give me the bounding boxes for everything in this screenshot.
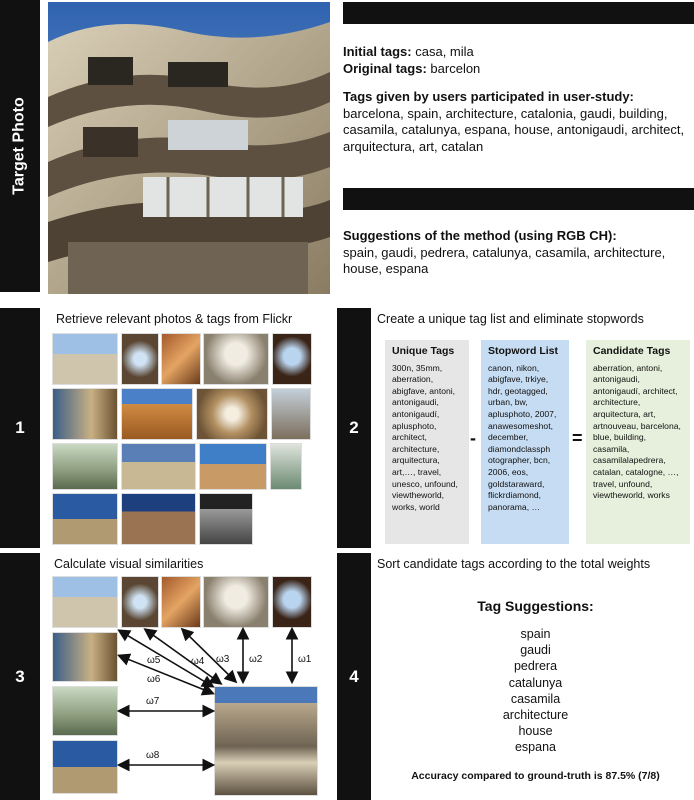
weight-label-6: ω6 [147, 674, 161, 685]
step-1-number: 1 [15, 418, 25, 437]
similarity-arrows [0, 553, 337, 800]
suggestion-item: espana [514, 740, 556, 755]
weight-label-5: ω5 [147, 655, 161, 666]
method-info-block [343, 228, 689, 278]
candidate-tags-column [586, 340, 690, 544]
flickr-photo [199, 443, 267, 490]
target-photo-sidebar [0, 0, 40, 292]
weight-label-2: ω2 [249, 654, 263, 665]
user-study-tags: barcelona, spain, architecture, catalonia, gaudi, building, casamila, catalunya, espana, house, antonigaudi, architect, arquitectura, art, catalan [343, 105, 685, 154]
weight-label-3: ω3 [216, 654, 230, 665]
weight-label-4: ω4 [191, 656, 205, 667]
flickr-photo [121, 443, 196, 490]
initial-tags-line: Initial tags: casa, mila [343, 44, 474, 59]
step-2-title: Create a unique tag list and eliminate stopwords [377, 312, 644, 326]
flickr-photo [196, 388, 268, 440]
weight-label-7: ω7 [146, 696, 160, 707]
original-tags-line: Original tags: barcelon [343, 60, 481, 76]
method-tags: spain, gaudi, pedrera, catalunya, casamila, architecture, house, espana [343, 244, 666, 276]
flickr-photo [270, 443, 302, 490]
stopword-list-title: Stopword List [488, 345, 558, 357]
step-2-sidebar [337, 308, 371, 548]
step-3-number: 3 [15, 666, 25, 686]
target-info-block [343, 44, 689, 155]
suggestion-item: casamila [510, 691, 561, 706]
suggestion-item: architecture [502, 708, 569, 723]
accuracy-note: Accuracy compared to ground-truth is 87.5% (7/8) [411, 770, 660, 782]
weight-label-1: ω1 [298, 654, 312, 665]
initial-tags: casa, mila [415, 44, 474, 59]
suggestion-item: house [518, 724, 553, 739]
user-study-title: Tags given by users participated in user-study: [343, 89, 634, 104]
flickr-photo [52, 443, 118, 490]
unique-tags-title: Unique Tags [392, 345, 455, 357]
method-title: Suggestions of the method (using RGB CH): [343, 228, 617, 243]
unique-tags-column [385, 340, 469, 544]
candidate-tags-title: Candidate Tags [593, 345, 671, 357]
target-photo [48, 2, 330, 294]
flickr-photo [203, 333, 269, 385]
step-1-sidebar [0, 308, 40, 548]
equals-sign: = [572, 428, 583, 448]
tag-suggestions-title: Tag Suggestions: [477, 598, 594, 614]
step-4-title: Sort candidate tags according to the total weights [377, 557, 651, 571]
flickr-photo [52, 333, 118, 385]
flickr-photo [161, 333, 201, 385]
minus-sign: - [470, 428, 476, 448]
suggestion-item: gaudi [520, 643, 551, 658]
header-bar-1 [343, 2, 694, 24]
header-bar-2 [343, 188, 694, 210]
flickr-photo [52, 493, 118, 545]
flickr-photo [199, 493, 253, 545]
target-photo-label: Target Photo [11, 97, 29, 195]
flickr-photo [121, 388, 193, 440]
stopword-list-column [481, 340, 569, 544]
flickr-photo [272, 333, 312, 385]
suggestion-item: pedrera [513, 659, 558, 674]
flickr-photo [121, 493, 196, 545]
weight-label-8: ω8 [146, 750, 160, 761]
flickr-photo [52, 388, 118, 440]
stopword-list-text: canon, nikon, abigfave, trkiye, hdr, geotagged, urban, bw, aplusphoto, 2007, anawesomeshot, december, diamondclassph otographer, bcn, 2006, eos, goldstaraward, flickrdiamond, panorama, … [488, 362, 557, 512]
step-2-number: 2 [349, 418, 359, 437]
step-3-title: Calculate visual similarities [54, 557, 204, 571]
tag-suggestions-list [377, 626, 694, 756]
flickr-photo [271, 388, 311, 440]
flickr-photo [121, 333, 159, 385]
step-4-number: 4 [349, 666, 359, 686]
step-4-sidebar [337, 553, 371, 800]
step-1-title: Retrieve relevant photos & tags from Flickr [56, 312, 293, 326]
candidate-tags-text: aberration, antoni, antonigaudi, antonigaudí, architect, architecture, arquitectura, art, artnouveau, barcelona, blue, building, casamila, casamilalapedrera, catalan, catalogne, …, travel, unfound, viewtheworld, works [593, 362, 681, 501]
unique-tags-text: 300n, 35mm, aberration, abigfave, antoni, antonigaudi, antonigaudí, aplusphoto, architect, architecture, arquitectura, art,…, travel, unesco, unfound, viewtheworld, works, world [392, 362, 458, 512]
suggestion-item: catalunya [508, 675, 563, 690]
suggestion-item: spain [520, 627, 551, 641]
original-tags: barcelon [430, 60, 481, 76]
